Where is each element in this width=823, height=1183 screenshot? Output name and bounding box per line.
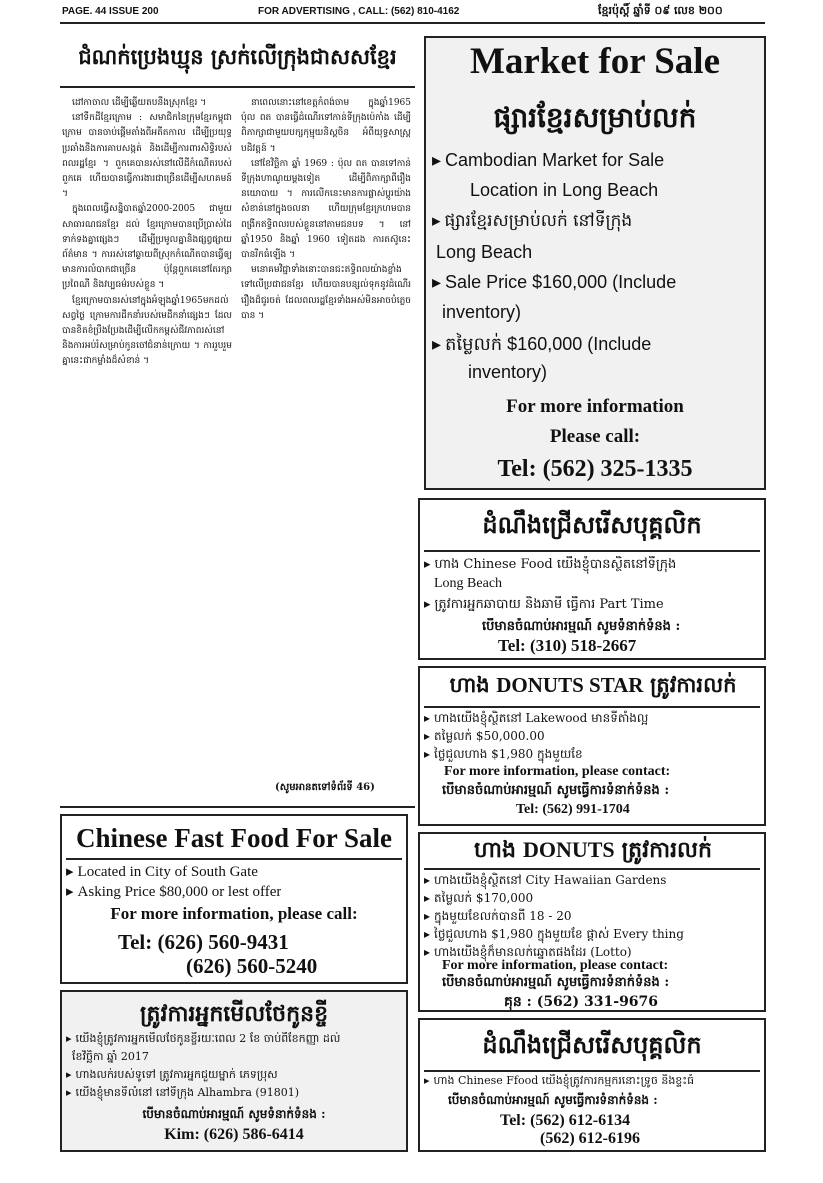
job-ad-1-tel: Tel: (310) 518-2667 bbox=[498, 636, 637, 655]
job-ad-1-line: Long Beach bbox=[434, 576, 503, 591]
article-paragraph: នៅខែវិច្ឆិកា ឆ្នាំ 1969 : ប៉ុល ពត បានទៅកាន់ទីក្រុងហាណូយម្ដងទៀត ដើម្បីពិភាក្សាពីរឿងនយោបាយ ។ ការលើកនេះមានការផ្លាស់ប្ដូរយ៉ាងសំខាន់នៅក្នុងចលនា ហើយក្រុមខ្មែរក្រហមបានពង្រីកឥទ្ធិពលរបស់ខ្លួននៅតាមជនបទ ។ នៅឆ្នាំ1950 និងឆ្នាំ 1960 ទៀតដង ការតស៊ូនេះបានរីកធំឡើង ។ bbox=[241, 158, 411, 261]
donuts-star-tel: Tel: (562) 991-1704 bbox=[516, 802, 630, 817]
job-ad-2-rule bbox=[424, 1070, 760, 1072]
donuts-title: ហាង DONUTS ត្រូវការលក់ bbox=[474, 837, 712, 863]
donuts-line: ▸ តម្លៃលក់ $170,000 bbox=[424, 890, 533, 908]
article-paragraph: នាពេលនោះនៅខេត្តកំពង់ចាម ក្នុងឆ្នាំ1965 ប៉ុល ពត បានធ្វើដំណើរទៅកាន់ទីក្រុងប៉េកាំង ដើម្បីពិភាក្សាជាមួយបក្សកុម្មុយនិស្តចិន អំពីយុទ្ធសាស្ត្របដិវត្តន៍ ។ bbox=[241, 98, 411, 154]
job-ad-1-rule bbox=[424, 550, 760, 552]
headline-rule bbox=[60, 86, 415, 88]
babysitter-line: ▸ ហាងលក់របស់ទូទៅ ត្រូវការអ្នកជួយម្នាក់ ភេទប្រុស bbox=[66, 1068, 278, 1084]
fast-food-title: Chinese Fast Food For Sale bbox=[76, 823, 392, 853]
article-paragraph: ក្នុងពេលធ្វើសន្និបាតឆ្នាំ2000-2005 ជាមួយសាធារណជនខ្មែរ ដល់ ខ្មែរក្រោមបានប្រើប្រាស់ដៃទាក់ទងគ្នាផ្សេងៗ ដើម្បីប្រមូលគ្នានិងផ្សព្វផ្សាយព័ត៌មាន ។ ការរស់នៅឆ្ងាយពីស្រុកកំណើតបានធ្វើឲ្យមានការលំបាកជាច្រើន ប៉ុន្តែពួកគេនៅតែរក្សាប្រពៃណី និងវប្បធម៌របស់ខ្លួន ។ bbox=[62, 204, 232, 291]
donuts-star-rule bbox=[424, 706, 760, 708]
market-more-info: For more information bbox=[506, 396, 684, 417]
donuts-rule bbox=[424, 868, 760, 870]
article-paragraph: ដៅកាចាល ដើម្បីឆ្លើយតបនឹងស្រុកខ្មែរ ។ bbox=[72, 98, 207, 108]
donuts-star-more-info: For more information, please contact: bbox=[444, 764, 671, 779]
market-line: ▸ ផ្សារខ្មែរសម្រាប់លក់ នៅទីក្រុង bbox=[432, 210, 632, 235]
donuts-contact: បើមានចំណាប់អារម្មណ៍ សូមធ្វើការទំនាក់ទំនង : bbox=[442, 975, 670, 990]
babysitter-line: ▸ យើងខ្ញុំមានទីលំនៅ នៅទីក្រុង Alhambra (91801) bbox=[66, 1086, 299, 1102]
job-ad-2-contact: បើមានចំណាប់អារម្មណ៍ សូមធ្វើការទំនាក់ទំនង : bbox=[448, 1093, 658, 1107]
page-number: PAGE. 44 ISSUE 200 bbox=[62, 6, 159, 17]
job-ad-1-contact: បើមានចំណាប់អារម្មណ៍ សូមទំនាក់ទំនង : bbox=[482, 619, 681, 634]
job-ad-2-title: ដំណឹងជ្រើសរើសបុគ្គលិក bbox=[482, 1030, 702, 1059]
donuts-line: ▸ ថ្លៃជួលហាង $1,980 ក្នុងមួយខែ ផ្ដាស់ Every thing bbox=[424, 926, 684, 944]
job-ad-1-line: ▸ ហាង Chinese Food យើងខ្ញុំបានស្ថិតនៅទីក្រុង bbox=[424, 556, 676, 575]
market-title-km: ផ្សារខ្មែរសម្រាប់លក់ bbox=[493, 101, 697, 134]
article-column-1 bbox=[62, 96, 232, 771]
article-headline: ជំណក់ប្រេងឃ្មុន ស្រក់លើក្រុងជាសសខ្មែរ bbox=[78, 44, 397, 69]
donuts-line: ▸ ក្នុងមួយខែលក់បានពី 18 - 20 bbox=[424, 908, 571, 926]
donuts-tel: គុន : (562) 331-9676 bbox=[504, 994, 659, 1010]
donuts-line: ▸ ហាងយើងខ្ញុំស្ថិតនៅ City Hawaiian Gardens bbox=[424, 872, 666, 890]
market-for-sale-ad bbox=[424, 36, 766, 490]
header-rule bbox=[60, 22, 765, 24]
fast-food-more-info: For more information, please call: bbox=[110, 904, 358, 923]
article-bottom-rule bbox=[60, 806, 415, 808]
market-line: Location in Long Beach bbox=[470, 180, 659, 200]
job-ad-2-line: ▸ ហាង Chinese Ffood យើងខ្ញុំត្រូវការកម្មករនោះទ្រូច និងខ្ទះធំ bbox=[424, 1074, 764, 1090]
market-line: ▸ តម្លៃលក់ $160,000 (Include bbox=[432, 332, 651, 359]
fast-food-tel-1: Tel: (626) 560-9431 bbox=[118, 930, 289, 954]
market-line: inventory) bbox=[442, 302, 522, 322]
market-line: Long Beach bbox=[436, 242, 533, 262]
fast-food-line: ▸ Asking Price $80,000 or lest offer bbox=[66, 882, 281, 901]
donuts-line: ▸ ហាងយើងខ្ញុំក៏មានលក់ឆ្នោតផងដែរ (Lotto) bbox=[424, 944, 632, 962]
babysitter-title: ត្រូវការអ្នកមើលថែកូនខ្ចី bbox=[139, 1001, 329, 1027]
job-ad-1-line: ▸ ត្រូវការអ្នកឆាបាយ និងឆាមី ធ្វើការ Part Time bbox=[424, 596, 664, 615]
market-line: ▸ Sale Price $160,000 (Include bbox=[432, 272, 676, 293]
fast-food-line: ▸ Located in City of South Gate bbox=[66, 862, 258, 881]
babysitter-contact: បើមានចំណាប់អារម្មណ៍ សូមទំនាក់ទំនង : bbox=[142, 1107, 326, 1121]
fast-food-tel-2: (626) 560-5240 bbox=[186, 954, 318, 978]
article-paragraph: មនោគមវិជ្ជាទាំងនោះបានជះឥទ្ធិពលយ៉ាងខ្លាំងទៅលើប្រជាជនខ្មែរ ហើយបានបន្សល់ទុកនូវដំណើររឿងដ៏ជូរចត់ ដែលពលរដ្ឋខ្មែរទាំងអស់មិនអាចបំភ្លេចបាន ។ bbox=[241, 265, 411, 321]
babysitter-tel: Kim: (626) 586-6414 bbox=[164, 1126, 304, 1143]
donuts-star-title: ហាង DONUTS STAR ត្រូវការលក់ bbox=[449, 672, 737, 697]
market-line: ▸ Cambodian Market for Sale bbox=[432, 150, 664, 171]
job-ad-2 bbox=[418, 1018, 766, 1152]
fast-food-ad bbox=[60, 814, 408, 984]
donuts-star-line: ▸ តម្លៃលក់ $50,000.00 bbox=[424, 728, 545, 746]
job-ad-1-title: ដំណឹងជ្រើសរើសបុគ្គលិក bbox=[482, 510, 702, 539]
babysitter-line: ខែវិច្ឆិកា ឆ្នាំ 2017 bbox=[72, 1050, 149, 1063]
continued-note: (សូមអានតទៅទំព័រទី 46) bbox=[275, 782, 375, 793]
masthead: ខ្មែរប៉ុស្ដិ៍ ឆ្នាំទី ០៩ លេខ ២០០ bbox=[598, 4, 723, 17]
donuts-star-line: ▸ ហាងយើងខ្ញុំស្ថិតនៅ Lakewood មានទីតាំងល្អ bbox=[424, 710, 648, 728]
article-paragraph: នៅទឹកដីខ្មែរក្រោម : សមាជិកនៃក្រុមខ្មែរកម្ពុជាក្រោម បានចាប់ផ្ដើមតាំងពីអតីតកាល ដើម្បីប្រយុទ្ធប្រឆាំងនឹងការគាបសង្កត់ និងដើម្បីការពារសិទ្ធិរបស់ពលរដ្ឋខ្មែរ ។ ពួកគេបានរស់នៅលើដីកំណើតរបស់ពួកគេ ហើយបានធ្វើការងារជាច្រើនដើម្បីសហគមន៍ ។ bbox=[62, 113, 232, 200]
fast-food-rule bbox=[66, 858, 402, 860]
donuts-star-line: ▸ ថ្លៃជួលហាង $1,980 ក្នុងមួយខែ bbox=[424, 746, 583, 764]
article-paragraph: ខ្មែរក្រោមបានរស់នៅក្នុងអំឡុងឆ្នាំ1965មកដល់សព្វថ្ងៃ ក្រោមការដឹកនាំរបស់មេដឹកនាំផ្សេងៗ ដែលបានខិតខំប្រឹងប្រែងដើម្បីលើកកម្ពស់ជីវភាពរស់នៅ និងការអប់រំសម្រាប់កូនចៅជំនាន់ក្រោយ ។ ការរួបរួមគ្នានេះជាកម្លាំងដ៏សំខាន់ ។ bbox=[62, 295, 232, 367]
job-ad-1 bbox=[418, 498, 766, 660]
babysitter-line: ▸ យើងខ្ញុំត្រូវការអ្នកមើលថែកូនខ្ចីរយៈពេល 2 ខែ ចាប់ពីខែកញ្ញា ដល់ bbox=[66, 1032, 406, 1048]
donuts-star-contact: បើមានចំណាប់អារម្មណ៍ សូមធ្វើការទំនាក់ទំនង : bbox=[442, 783, 670, 798]
market-title: Market for Sale bbox=[469, 41, 721, 82]
donuts-more-info: For more information, please contact: bbox=[442, 958, 669, 973]
donuts-star-ad bbox=[418, 666, 766, 826]
babysitter-ad bbox=[60, 990, 408, 1152]
job-ad-2-tel-2: (562) 612-6196 bbox=[540, 1130, 640, 1147]
market-tel: Tel: (562) 325-1335 bbox=[497, 456, 693, 482]
advertising-line: FOR ADVERTISING , CALL: (562) 810-4162 bbox=[258, 6, 460, 17]
market-line: inventory) bbox=[468, 362, 548, 382]
article-column-2 bbox=[241, 96, 411, 776]
job-ad-2-tel-1: Tel: (562) 612-6134 bbox=[500, 1112, 631, 1129]
market-please-call: Please call: bbox=[549, 426, 641, 447]
donuts-ad bbox=[418, 832, 766, 1012]
